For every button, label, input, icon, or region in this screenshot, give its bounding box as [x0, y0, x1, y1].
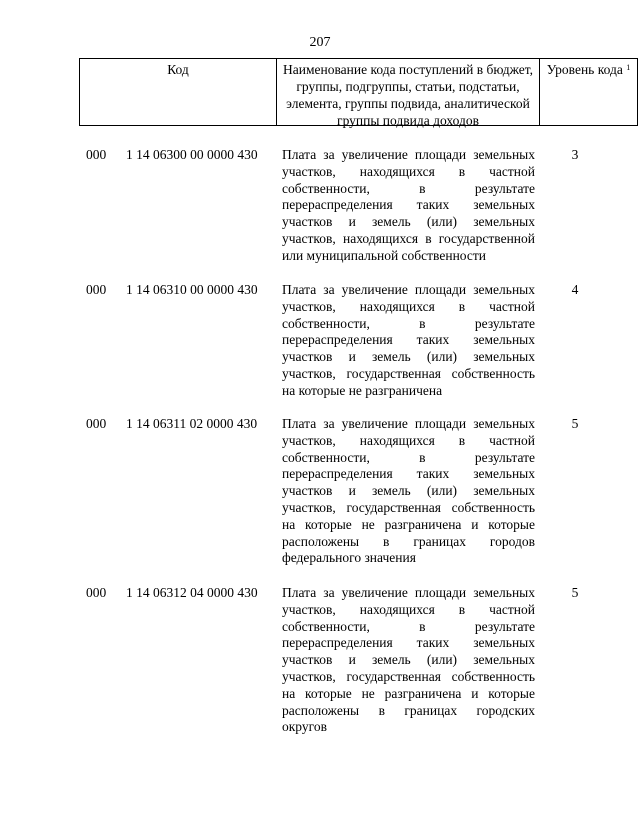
row-name: Плата за увеличение площади земельных участков, находящихся в частной собственности, в результате перераспределения таких земельных участков и земель (или) земельных участков, государственная собственность на которые не разграничена и которые расположены в границах городов федерального значения	[282, 416, 535, 566]
row-level: 5	[571, 416, 579, 431]
header-level-footnote: 1	[626, 63, 631, 72]
row-name: Плата за увеличение площади земельных участков, находящихся в частной собственности, в результате перераспределения таких земельных участков и земель (или) земельных участков, государственная собственность на которые не разграничена и которые расположены в границах городских округов	[282, 585, 535, 735]
row-admin-code: 000	[86, 416, 107, 431]
row-income-code: 1 14 06310 00 0000 430	[126, 282, 258, 297]
row-income-code: 1 14 06311 02 0000 430	[126, 416, 258, 431]
row-level: 5	[571, 585, 579, 600]
header-level	[540, 59, 637, 125]
header-name: Наименование кода поступлений в бюджет, группы, подгруппы, статьи, подстатьи, элемента, группы подвида, аналитической группы подвида доходов	[277, 59, 540, 125]
header-level-label: Уровень кода	[546, 62, 623, 77]
row-name: Плата за увеличение площади земельных участков, находящихся в частной собственности, в результате перераспределения таких земельных участков и земель (или) земельных участков, государственная собственность на которые не разграничена	[282, 282, 535, 398]
row-admin-code: 000	[86, 147, 107, 162]
row-income-code: 1 14 06300 00 0000 430	[126, 147, 258, 162]
row-income-code: 1 14 06312 04 0000 430	[126, 585, 258, 600]
page-number: 207	[309, 35, 331, 50]
row-admin-code: 000	[86, 282, 107, 297]
row-name: Плата за увеличение площади земельных участков, находящихся в частной собственности, в результате перераспределения таких земельных участков и земель (или) земельных участков, находящихся в государственной или муниципальной собственности	[282, 147, 535, 263]
table-header	[79, 58, 638, 126]
row-level: 4	[571, 282, 579, 297]
row-level: 3	[571, 147, 579, 162]
row-admin-code: 000	[86, 585, 107, 600]
header-code: Код	[80, 59, 277, 125]
